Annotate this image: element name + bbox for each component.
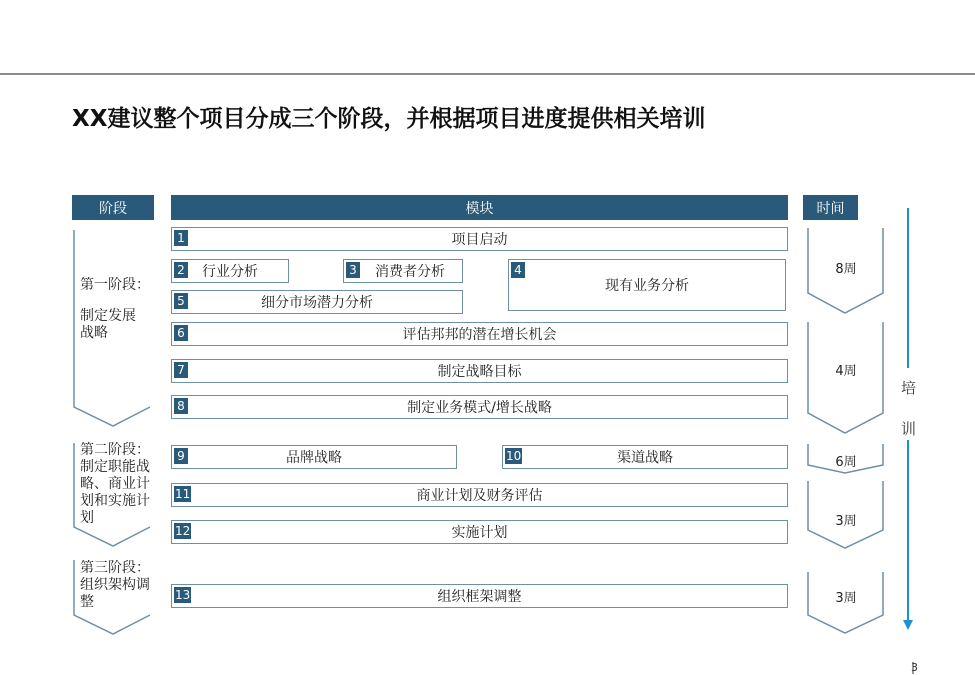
module-9-label: 品牌战略	[286, 450, 342, 466]
module-2-label: 行业分析	[202, 264, 258, 280]
module-13	[171, 584, 788, 608]
module-6-label: 评估邦邦的潜在增长机会	[402, 327, 557, 343]
module-2	[171, 259, 289, 283]
module-10	[502, 445, 788, 469]
training-label-1: 培	[901, 379, 917, 397]
duration-1: 8周	[835, 262, 857, 277]
training-label-2: 训	[901, 420, 917, 438]
module-1-label: 项目启动	[451, 232, 508, 248]
module-9-number: 9	[174, 448, 188, 464]
module-10-number: 10	[506, 449, 522, 463]
module-6	[171, 322, 788, 346]
module-13-number: 13	[175, 588, 191, 602]
stage2-desc: 制定职能战略、商业计划和实施计划	[80, 459, 150, 526]
training-arrow-head	[903, 620, 913, 630]
stage1-desc: 制定发展战略	[80, 308, 136, 341]
module-8-number: 8	[174, 398, 188, 414]
module-3	[343, 259, 463, 283]
module-2-number: 2	[174, 262, 188, 278]
module-4-number: 4	[511, 262, 525, 278]
module-7	[171, 359, 788, 383]
stage2-name: 第二阶段：	[80, 442, 150, 458]
page-number: 3	[911, 661, 918, 674]
module-5-label: 细分市场潜力分析	[261, 295, 373, 311]
stage3-desc: 组织架构调整	[80, 577, 150, 610]
module-9	[171, 445, 457, 469]
module-6-number: 6	[174, 325, 188, 341]
page-title: XX建议整个项目分成三个阶段，并根据项目进度提供相关培训	[72, 106, 706, 132]
stage3-text	[80, 560, 156, 611]
module-1-number: 1	[174, 230, 188, 246]
module-12	[171, 520, 788, 544]
stage1-text	[80, 277, 152, 342]
duration-3: 6周	[835, 455, 857, 470]
module-8	[171, 395, 788, 419]
module-5	[171, 290, 463, 314]
module-11-label: 商业计划及财务评估	[416, 488, 543, 504]
stage1-name: 第一阶段：	[80, 277, 150, 293]
module-4-label: 现有业务分析	[605, 278, 689, 294]
module-12-label: 实施计划	[451, 525, 508, 541]
module-7-label: 制定战略目标	[437, 364, 522, 380]
header-time: 时间	[803, 195, 858, 220]
module-12-number: 12	[175, 524, 191, 538]
module-4	[508, 259, 786, 311]
stage3-name: 第三阶段：	[80, 560, 150, 576]
module-3-number: 3	[346, 262, 360, 278]
module-5-number: 5	[174, 293, 188, 309]
header-module: 模块	[171, 195, 788, 220]
duration-4: 3周	[835, 514, 857, 529]
top-divider	[0, 73, 975, 75]
module-11-number: 11	[175, 487, 191, 501]
module-13-label: 组织框架调整	[437, 589, 522, 605]
stage2-text	[80, 442, 156, 527]
module-10-label: 渠道战略	[617, 450, 673, 466]
module-8-label: 制定业务模式/增长战略	[407, 400, 552, 416]
module-1	[171, 227, 788, 251]
duration-5: 3周	[835, 591, 857, 606]
module-3-label: 消费者分析	[375, 264, 445, 280]
duration-2: 4周	[835, 364, 857, 379]
header-stage: 阶段	[72, 195, 154, 220]
module-11	[171, 483, 788, 507]
module-7-number: 7	[174, 362, 188, 378]
